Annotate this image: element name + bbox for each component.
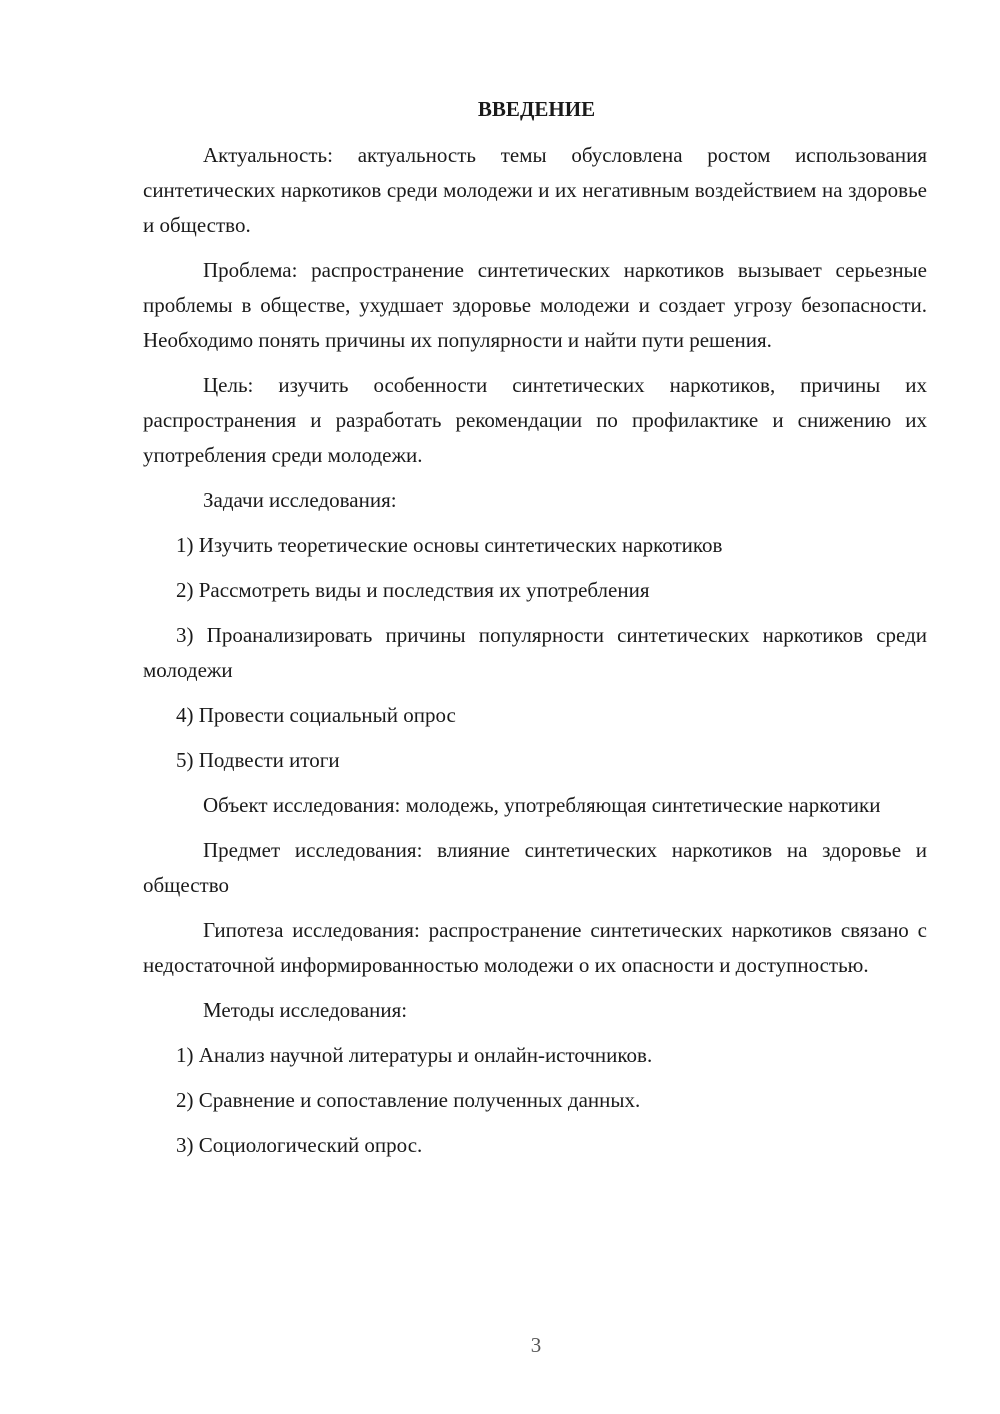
hypothesis-paragraph: Гипотеза исследования: распространение синтетических наркотиков связано с недостаточной информированностью молодежи о их опасности и доступностью. [143, 918, 927, 977]
object-paragraph: Объект исследования: молодежь, употребляющая синтетические наркотики [203, 793, 881, 817]
tasks-heading: Задачи исследования: [203, 488, 397, 512]
method-item: 2) Сравнение и сопоставление полученных данных. [176, 1088, 641, 1112]
goal-paragraph: Цель: изучить особенности синтетических наркотиков, причины их распространения и разработать рекомендации по профилактике и снижению их употребления среди молодежи. [143, 373, 927, 467]
task-item: 5) Подвести итоги [176, 748, 340, 772]
task-item: 1) Изучить теоретические основы синтетических наркотиков [176, 533, 723, 557]
task-item: 4) Провести социальный опрос [176, 703, 456, 727]
page-number: 3 [530, 1333, 542, 1357]
method-item: 1) Анализ научной литературы и онлайн-источников. [176, 1043, 653, 1067]
subject-paragraph: Предмет исследования: влияние синтетических наркотиков на здоровье и общество [143, 838, 927, 897]
task-item: 2) Рассмотреть виды и последствия их употребления [176, 578, 650, 602]
methods-heading: Методы исследования: [203, 998, 408, 1022]
section-title: ВВЕДЕНИЕ [477, 97, 596, 121]
document-page [143, 94, 927, 1173]
relevance-paragraph: Актуальность: актуальность темы обусловлена ростом использования синтетических наркотиков среди молодежи и их негативным воздействием на здоровье и общество. [143, 143, 927, 237]
problem-paragraph: Проблема: распространение синтетических наркотиков вызывает серьезные проблемы в обществе, ухудшает здоровье молодежи и создает угрозу безопасности. Необходимо понять причины их популярности и найти пути решения. [143, 258, 927, 352]
task-item: 3) Проанализировать причины популярности синтетических наркотиков среди молодежи [143, 623, 927, 682]
method-item: 3) Социологический опрос. [176, 1133, 423, 1157]
